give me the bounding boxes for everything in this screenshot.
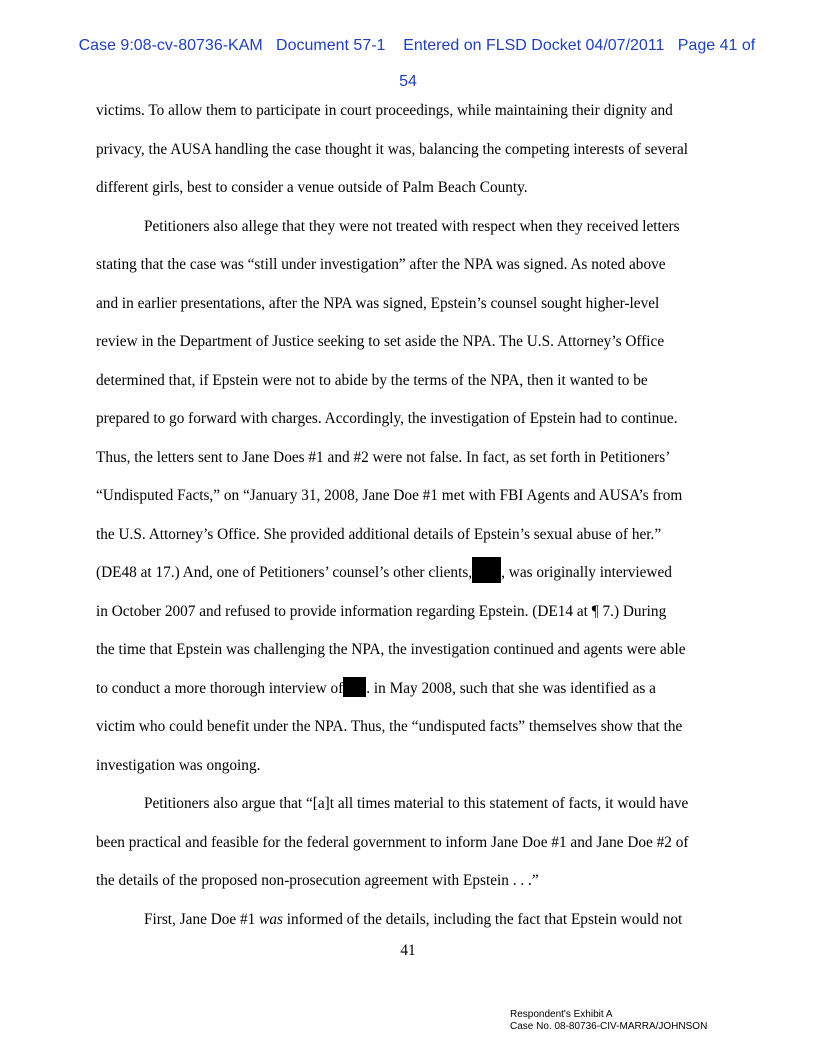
- body-text-segment: informed of the details, including the fact that Epstein would not: [282, 910, 683, 928]
- body-line: prepared to go forward with charges. Accordingly, the investigation of Epstein had to continue.: [96, 410, 678, 427]
- body-text-segment: . in May 2008, such that she was identified as a: [366, 679, 656, 697]
- body-line: stating that the case was “still under investigation” after the NPA was signed. As noted above: [96, 256, 666, 273]
- body-line: the details of the proposed non-prosecution agreement with Epstein . . .”: [96, 872, 539, 889]
- body-text: [96, 92, 720, 939]
- body-line-with-redaction: [96, 554, 720, 593]
- body-text-segment: First, Jane Doe #1: [144, 910, 260, 928]
- body-line: the U.S. Attorney’s Office. She provided additional details of Epstein’s sexual abuse of her.”: [96, 525, 662, 543]
- exhibit-case-number: Case No. 08-80736-CIV-MARRA/JOHNSON: [510, 1021, 708, 1032]
- exhibit-stamp: [510, 1009, 707, 1033]
- redaction-box: [472, 557, 501, 583]
- emphasis-text: was: [259, 910, 283, 928]
- body-line: the time that Epstein was challenging the NPA, the investigation continued and agents were able: [96, 641, 686, 658]
- docket-header-line2: 54: [399, 73, 417, 90]
- body-line: review in the Department of Justice seeking to set aside the NPA. The U.S. Attorney’s Office: [96, 333, 665, 350]
- body-line: and in earlier presentations, after the NPA was signed, Epstein’s counsel sought higher-level: [96, 294, 660, 312]
- body-line: investigation was ongoing.: [96, 756, 261, 774]
- body-line: “Undisputed Facts,” on “January 31, 2008, Jane Doe #1 met with FBI Agents and AUSA’s from: [96, 487, 683, 504]
- body-line-paragraph-start: [96, 901, 720, 940]
- body-line: been practical and feasible for the federal government to inform Jane Doe #1 and Jane Doe #2 of: [96, 833, 689, 851]
- body-line-paragraph-start: Petitioners also allege that they were not treated with respect when they received letters: [144, 217, 680, 235]
- body-line: Thus, the letters sent to Jane Does #1 and #2 were not false. In fact, as set forth in Petitioners’: [96, 448, 671, 466]
- body-line-with-redaction: [96, 670, 720, 709]
- body-text-segment: (DE48 at 17.) And, one of Petitioners’ counsel’s other clients,: [96, 564, 473, 581]
- page-number: 41: [400, 942, 416, 959]
- body-line: determined that, if Epstein were not to abide by the terms of the NPA, then it wanted to be: [96, 371, 648, 389]
- body-line-paragraph-start: Petitioners also argue that “[a]t all times material to this statement of facts, it would have: [144, 795, 689, 812]
- exhibit-label: Respondent's Exhibit A: [510, 1009, 613, 1020]
- redaction-box: [343, 677, 366, 697]
- body-line: privacy, the AUSA handling the case thought it was, balancing the competing interests of several: [96, 140, 689, 158]
- body-line: in October 2007 and refused to provide information regarding Epstein. (DE14 at ¶ 7.) During: [96, 602, 667, 620]
- body-line: different girls, best to consider a venue outside of Palm Beach County.: [96, 179, 528, 196]
- body-text-segment: to conduct a more thorough interview of: [96, 679, 344, 697]
- body-line: victim who could benefit under the NPA. Thus, the “undisputed facts” themselves show that the: [96, 718, 683, 735]
- body-text-segment: , was originally interviewed: [501, 564, 672, 581]
- body-line: victims. To allow them to participate in court proceedings, while maintaining their dignity and: [96, 102, 673, 119]
- docket-header-line1: Case 9:08-cv-80736-KAM Document 57-1 Entered on FLSD Docket 04/07/2011 Page 41 of: [78, 37, 756, 54]
